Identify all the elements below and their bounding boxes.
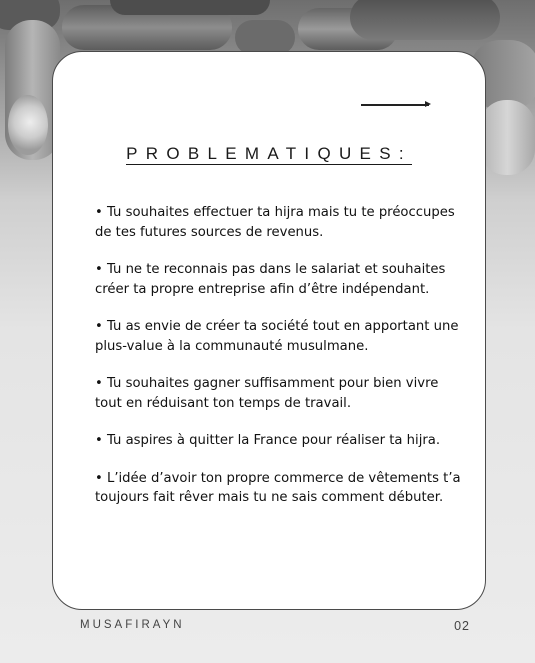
spool-decoration bbox=[235, 20, 295, 55]
arrow-right-icon bbox=[361, 104, 429, 106]
list-item: • Tu souhaites effectuer ta hijra mais tu te préoccupes de tes futures sources de revenus. bbox=[95, 205, 455, 240]
list-item: • Tu aspires à quitter la France pour réaliser ta hijra. bbox=[95, 433, 441, 448]
content-card bbox=[52, 51, 486, 610]
spool-decoration bbox=[350, 0, 500, 40]
brand-name: MUSAFIRAYN bbox=[80, 619, 185, 631]
spool-decoration bbox=[480, 100, 535, 175]
spool-decoration bbox=[110, 0, 270, 15]
list-item: • Tu souhaites gagner suffisamment pour bien vivre tout en réduisant ton temps de travail. bbox=[95, 376, 439, 411]
page-number: 02 bbox=[454, 619, 470, 633]
list-item: • Tu as envie de créer ta société tout en apportant une plus-value à la communauté musulmane. bbox=[95, 319, 459, 354]
problem-list bbox=[95, 203, 465, 526]
spool-decoration bbox=[8, 95, 48, 155]
page-title-text: PROBLEMATIQUES: bbox=[126, 144, 412, 163]
list-item: • L’idée d’avoir ton propre commerce de vêtements t’a toujours fait rêver mais tu ne sais comment débuter. bbox=[95, 470, 461, 505]
page-title bbox=[53, 144, 485, 164]
list-item: • Tu ne te reconnais pas dans le salariat et souhaites créer ta propre entreprise afin d’être indépendant. bbox=[95, 262, 446, 297]
